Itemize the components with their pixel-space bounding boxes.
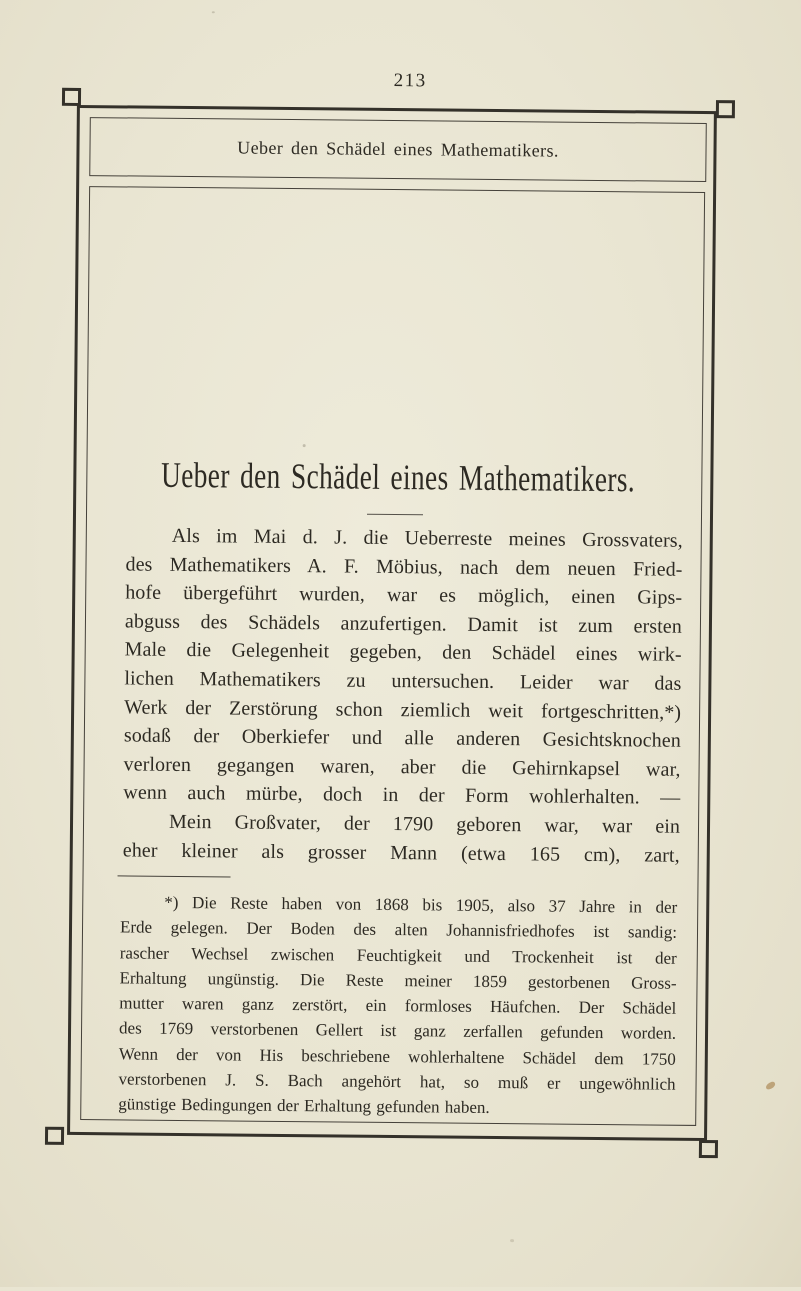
page-number: 213 bbox=[393, 69, 427, 92]
article-panel bbox=[80, 186, 705, 1126]
running-header bbox=[89, 117, 707, 182]
footnote-divider bbox=[118, 875, 231, 877]
article-title: Ueber den Schädel eines Mathematikers. bbox=[160, 454, 636, 500]
footnote-line: günstige Bedingungen der Erhaltung gefunden haben. bbox=[118, 1094, 490, 1118]
footnote-line: verstorbenen J. S. Bach angehört hat, so muß er ungewöhnlich bbox=[118, 1069, 676, 1094]
registration-mark-top-right bbox=[716, 100, 735, 118]
body-line: lichen Mathematikers zu untersuchen. Leider war das bbox=[124, 667, 682, 695]
body-line: Mein Großvater, der 1790 geboren war, war ein bbox=[168, 810, 681, 838]
running-header-title: Ueber den Schädel eines Mathematikers. bbox=[237, 137, 559, 161]
paper-stain bbox=[765, 1081, 777, 1091]
footnote-line: rascher Wechsel zwischen Feuchtigkeit und Trockenheit ist der bbox=[119, 942, 677, 968]
body-line: Male die Gelegenheit gegeben, den Schädel eines wirk- bbox=[124, 638, 682, 667]
footnote-line: *) Die Reste haben von 1868 bis 1905, also 37 Jahre in der bbox=[164, 892, 678, 917]
registration-mark-top-left bbox=[62, 88, 81, 106]
body-line: verloren gegangen waren, aber die Gehirnkapsel war, bbox=[123, 753, 681, 781]
body-line: Als im Mai d. J. die Ueberreste meines Grossvaters, bbox=[171, 524, 683, 552]
footnote-line: des 1769 verstorbenen Gellert ist ganz zerfallen gefunden worden. bbox=[118, 1018, 677, 1044]
article-body bbox=[123, 521, 683, 869]
body-line: wenn auch mürbe, doch in der Form wohlerhalten. — bbox=[123, 781, 681, 810]
body-line: eher kleiner als grosser Mann (etwa 165 cm), zart, bbox=[122, 838, 680, 867]
body-line: hofe übergeführt wurden, war es möglich, einen Gips- bbox=[125, 581, 683, 609]
footnote-line: Erhaltung ungünstig. Die Reste meiner 1859 gestorbenen Gross- bbox=[119, 968, 677, 993]
body-line: abguss des Schädels anzufertigen. Damit ist zum ersten bbox=[124, 610, 683, 638]
paper-speck bbox=[510, 1239, 514, 1242]
paper-speck bbox=[303, 444, 306, 447]
footnote-line: mutter waren ganz zerstört, ein formloses Häufchen. Der Schädel bbox=[119, 993, 677, 1018]
title-divider bbox=[367, 514, 423, 516]
footnote-line: Wenn der von His beschriebene wohlerhaltene Schädel dem 1750 bbox=[118, 1044, 676, 1069]
registration-mark-bottom-left bbox=[45, 1127, 64, 1145]
footnote bbox=[118, 889, 677, 1122]
paper-speck bbox=[212, 11, 215, 13]
registration-mark-bottom-right bbox=[699, 1140, 718, 1158]
body-line: sodaß der Oberkiefer und alle anderen Gesichtsknochen bbox=[123, 724, 681, 752]
body-line: des Mathematikers A. F. Möbius, nach dem neuen Fried- bbox=[125, 553, 683, 581]
footnote-line: Erde gelegen. Der Boden des alten Johannisfriedhofes ist sandig: bbox=[119, 917, 678, 943]
body-line: Werk der Zerstörung schon ziemlich weit fortgeschritten,*) bbox=[124, 695, 682, 724]
